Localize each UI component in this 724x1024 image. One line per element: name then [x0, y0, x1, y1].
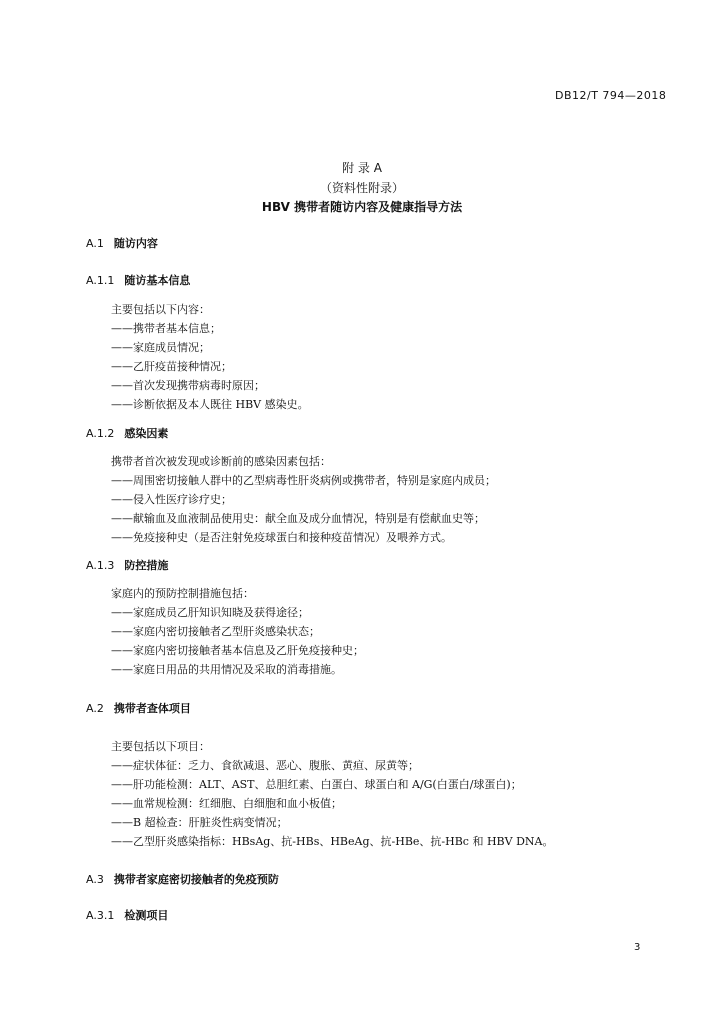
section-title: 检测项目	[124, 909, 169, 922]
list-item: ——诊断依据及本人既往 HBV 感染史。	[111, 398, 309, 411]
section-heading-a2	[86, 703, 191, 714]
section-heading-a3	[86, 874, 279, 885]
standard-code: DB12/T 794—2018	[555, 89, 667, 102]
list-item: ——携带者基本信息；	[111, 322, 221, 335]
list-item: ——乙肝疫苗接种情况；	[111, 360, 232, 373]
section-number: A.1.1	[86, 274, 115, 287]
list-item: ——献输血及血液制品使用史：献全血及成分血情况，特别是有偿献血史等；	[111, 512, 485, 525]
list-item: ——首次发现携带病毒时原因；	[111, 379, 265, 392]
section-number: A.3.1	[86, 909, 115, 922]
paragraph-intro: 家庭内的预防控制措施包括：	[111, 587, 254, 600]
section-heading-a1	[86, 238, 158, 249]
list-item: ——家庭成员乙肝知识知晓及获得途径；	[111, 606, 309, 619]
section-title: 携带者家庭密切接触者的免疫预防	[113, 873, 279, 886]
section-title: 携带者查体项目	[113, 702, 191, 715]
page-number: 3	[634, 942, 641, 953]
list-item: ——家庭内密切接触者基本信息及乙肝免疫接种史；	[111, 644, 364, 657]
section-title: 防控措施	[124, 559, 169, 572]
appendix-type: （资料性附录）	[319, 181, 404, 195]
list-item: ——家庭成员情况；	[111, 341, 210, 354]
section-heading-a12	[86, 428, 168, 439]
section-heading-a31	[86, 910, 168, 921]
paragraph-intro: 主要包括以下内容：	[111, 303, 210, 316]
list-item: ——家庭日用品的共用情况及采取的消毒措施。	[111, 663, 342, 676]
section-number: A.1.3	[86, 559, 115, 572]
section-title: 感染因素	[124, 427, 169, 440]
list-item: ——症状体征：乏力、食欲减退、恶心、腹胀、黄疸、尿黄等；	[111, 759, 419, 772]
section-heading-a13	[86, 560, 168, 571]
section-title: 随访内容	[113, 237, 158, 250]
section-number: A.2	[86, 702, 104, 715]
paragraph-intro: 携带者首次被发现或诊断前的感染因素包括：	[111, 455, 331, 468]
list-item: ——周围密切接触人群中的乙型病毒性肝炎病例或携带者，特别是家庭内成员；	[111, 474, 496, 487]
list-item: ——B 超检查：肝脏炎性病变情况；	[111, 816, 288, 829]
section-number: A.1	[86, 237, 104, 250]
list-item: ——肝功能检测：ALT、AST、总胆红素、白蛋白、球蛋白和 A/G(白蛋白/球蛋白)；	[111, 778, 522, 791]
section-number: A.1.2	[86, 427, 115, 440]
section-number: A.3	[86, 873, 104, 886]
list-item: ——血常规检测：红细胞、白细胞和血小板值；	[111, 797, 342, 810]
section-heading-a11	[86, 275, 190, 286]
appendix-label: 附 录 A	[342, 161, 382, 175]
section-title: 随访基本信息	[124, 274, 191, 287]
paragraph-intro: 主要包括以下项目：	[111, 740, 210, 753]
appendix-title: HBV 携带者随访内容及健康指导方法	[261, 200, 463, 214]
list-item: ——乙型肝炎感染指标：HBsAg、抗-HBs、HBeAg、抗-HBe、抗-HBc 和 HBV DNA。	[111, 835, 554, 848]
list-item: ——侵入性医疗诊疗史；	[111, 493, 232, 506]
list-item: ——家庭内密切接触者乙型肝炎感染状态；	[111, 625, 320, 638]
list-item: ——免疫接种史（是否注射免疫球蛋白和接种疫苗情况）及喂养方式。	[111, 531, 452, 544]
